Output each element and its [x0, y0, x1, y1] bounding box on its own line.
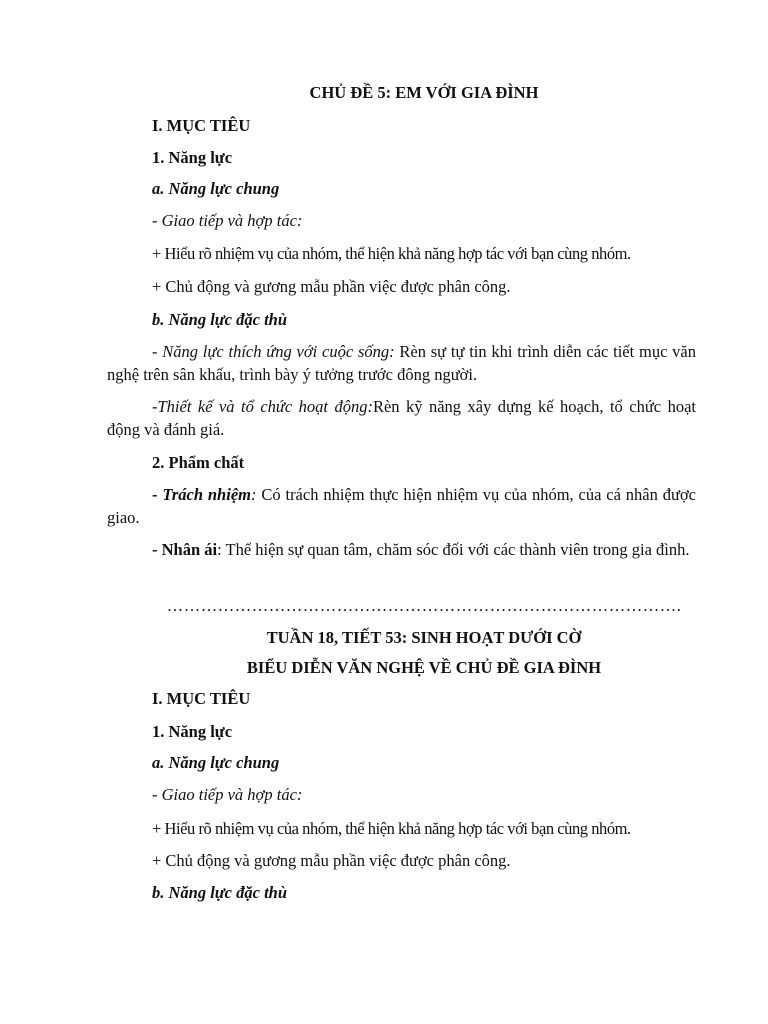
section2-title-1: TUẦN 18, TIẾT 53: SINH HOẠT DƯỚI CỜ — [266, 628, 582, 647]
trach-nhiem-colon: : — [250, 485, 257, 504]
section1-thiet-ke-paragraph — [107, 395, 696, 441]
section2-bullet-1: + Hiểu rõ nhiệm vụ của nhóm, thể hiện khả năng hợp tác với bạn cùng nhóm. — [152, 819, 631, 838]
section1-trach-nhiem-paragraph — [107, 483, 696, 529]
section1-pham-chat: 2. Phẩm chất — [152, 453, 245, 472]
section2-muc-tieu: I. MỤC TIÊU — [152, 689, 251, 708]
section2-nang-luc-dac-thu: b. Năng lực đặc thù — [152, 883, 288, 902]
section2-nang-luc-chung: a. Năng lực chung — [152, 753, 280, 772]
section1-bullet-1: + Hiểu rõ nhiệm vụ của nhóm, thể hiện khả năng hợp tác với bạn cùng nhóm. — [152, 244, 631, 263]
section1-nang-luc: 1. Năng lực — [152, 148, 233, 167]
section1-thich-ung-paragraph — [107, 340, 696, 386]
nhan-ai-text: : Thể hiện sự quan tâm, chăm sóc đối với các thành viên trong gia đình. — [217, 540, 690, 559]
section2-bullet-2: + Chủ động và gương mẫu phần việc được phân công. — [152, 851, 511, 870]
section1-nhan-ai-paragraph — [107, 538, 696, 561]
thich-ung-label: - Năng lực thích ứng với cuộc sống: — [152, 342, 395, 361]
section1-bullet-2: + Chủ động và gương mẫu phần việc được phân công. — [152, 277, 511, 296]
section1-nang-luc-chung: a. Năng lực chung — [152, 179, 280, 198]
dotted-separator: ………………………………………………………………………………. — [166, 596, 682, 615]
section2-giao-tiep: - Giao tiếp và hợp tác: — [152, 785, 303, 804]
thiet-ke-label: -Thiết kế và tổ chức hoạt động: — [152, 397, 373, 416]
section1-muc-tieu: I. MỤC TIÊU — [152, 116, 251, 135]
thiet-ke-text: Rèn kỹ năng xây dựng kế hoạch, tổ chức hoạt động và đánh giá. — [107, 397, 696, 439]
trach-nhiem-text: Có trách nhiệm thực hiện nhiệm vụ của nhóm, của cá nhân được giao. — [107, 485, 696, 527]
trach-nhiem-dash: - — [152, 485, 163, 504]
section1-title: CHỦ ĐỀ 5: EM VỚI GIA ĐÌNH — [309, 83, 539, 102]
thich-ung-text: Rèn sự tự tin khi trình diễn các tiết mục văn nghệ trên sân khấu, trình bày ý tưởng trước đông người. — [107, 342, 696, 384]
section2-nang-luc: 1. Năng lực — [152, 722, 233, 741]
trach-nhiem-label: Trách nhiệm — [162, 485, 251, 504]
section1-giao-tiep: - Giao tiếp và hợp tác: — [152, 211, 303, 230]
section2-title-2: BIỂU DIỄN VĂN NGHỆ VỀ CHỦ ĐỀ GIA ĐÌNH — [246, 658, 602, 677]
nhan-ai-label: - Nhân ái — [152, 540, 218, 559]
section1-nang-luc-dac-thu: b. Năng lực đặc thù — [152, 310, 288, 329]
